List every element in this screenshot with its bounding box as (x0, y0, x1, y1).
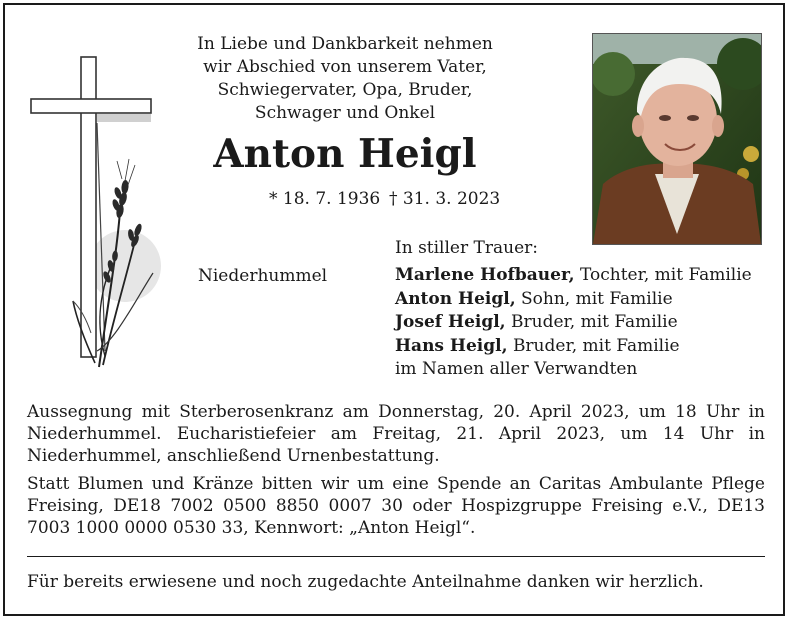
mourner-relation: Bruder, mit Familie (512, 335, 680, 356)
intro-line: In Liebe und Dankbarkeit nehmen (197, 34, 493, 54)
mourners-list (395, 264, 752, 382)
birth-date: * 18. 7. 1936 (269, 189, 381, 209)
intro-line: Schwiegervater, Opa, Bruder, (217, 80, 473, 100)
mourner-relation: Tochter, mit Familie (580, 265, 752, 285)
mourner-name: Marlene Hofbauer, (395, 265, 575, 285)
mourning-label: In stiller Trauer: (395, 238, 538, 258)
mourner-entry (395, 335, 752, 359)
obituary-notice (3, 3, 785, 616)
intro-line: Schwager und Onkel (254, 103, 436, 123)
mourner-name: Anton Heigl, (395, 288, 516, 309)
mourner-name: Hans Heigl, (395, 335, 508, 356)
service-details: Aussegnung mit Sterberosenkranz am Donnerstag, 20. April 2023, um 18 Uhr in Niederhummel. Eucharistiefeier am Freitag, 21. April 2023, um 14 Uhr in Niederhummel, anschließend Urnenbestattung. (27, 402, 765, 466)
death-date: † 31. 3. 2023 (389, 189, 501, 209)
donation-request: Statt Blumen und Kränze bitten wir um eine Spende an Caritas Ambulante Pflege Freising, DE18 7002 0500 8850 0007 30 oder Hospizgruppe Freising e.V., DE13 7003 1000 0000 0530 33, Kennwort: „Anton Heigl“. (27, 474, 765, 538)
relatives-line: im Namen aller Verwandten (395, 359, 638, 380)
mourner-entry (395, 264, 752, 288)
mourner-name: Josef Heigl, (395, 312, 506, 333)
mourner-entry (395, 288, 752, 312)
deceased-name: Anton Heigl (213, 131, 477, 177)
place-name: Niederhummel (198, 266, 328, 286)
intro-text (195, 33, 495, 125)
divider (27, 556, 765, 557)
mourner-relation: Bruder, mit Familie (511, 312, 678, 333)
thanks-line: Für bereits erwiesene und noch zugedachte Anteilnahme danken wir herzlich. (27, 572, 704, 592)
portrait-photo (592, 33, 762, 245)
mourner-relation: Sohn, mit Familie (521, 288, 673, 309)
mourner-entry (395, 311, 752, 335)
intro-line: wir Abschied von unserem Vater, (203, 57, 487, 77)
cross-with-wheat-icon (25, 51, 165, 381)
